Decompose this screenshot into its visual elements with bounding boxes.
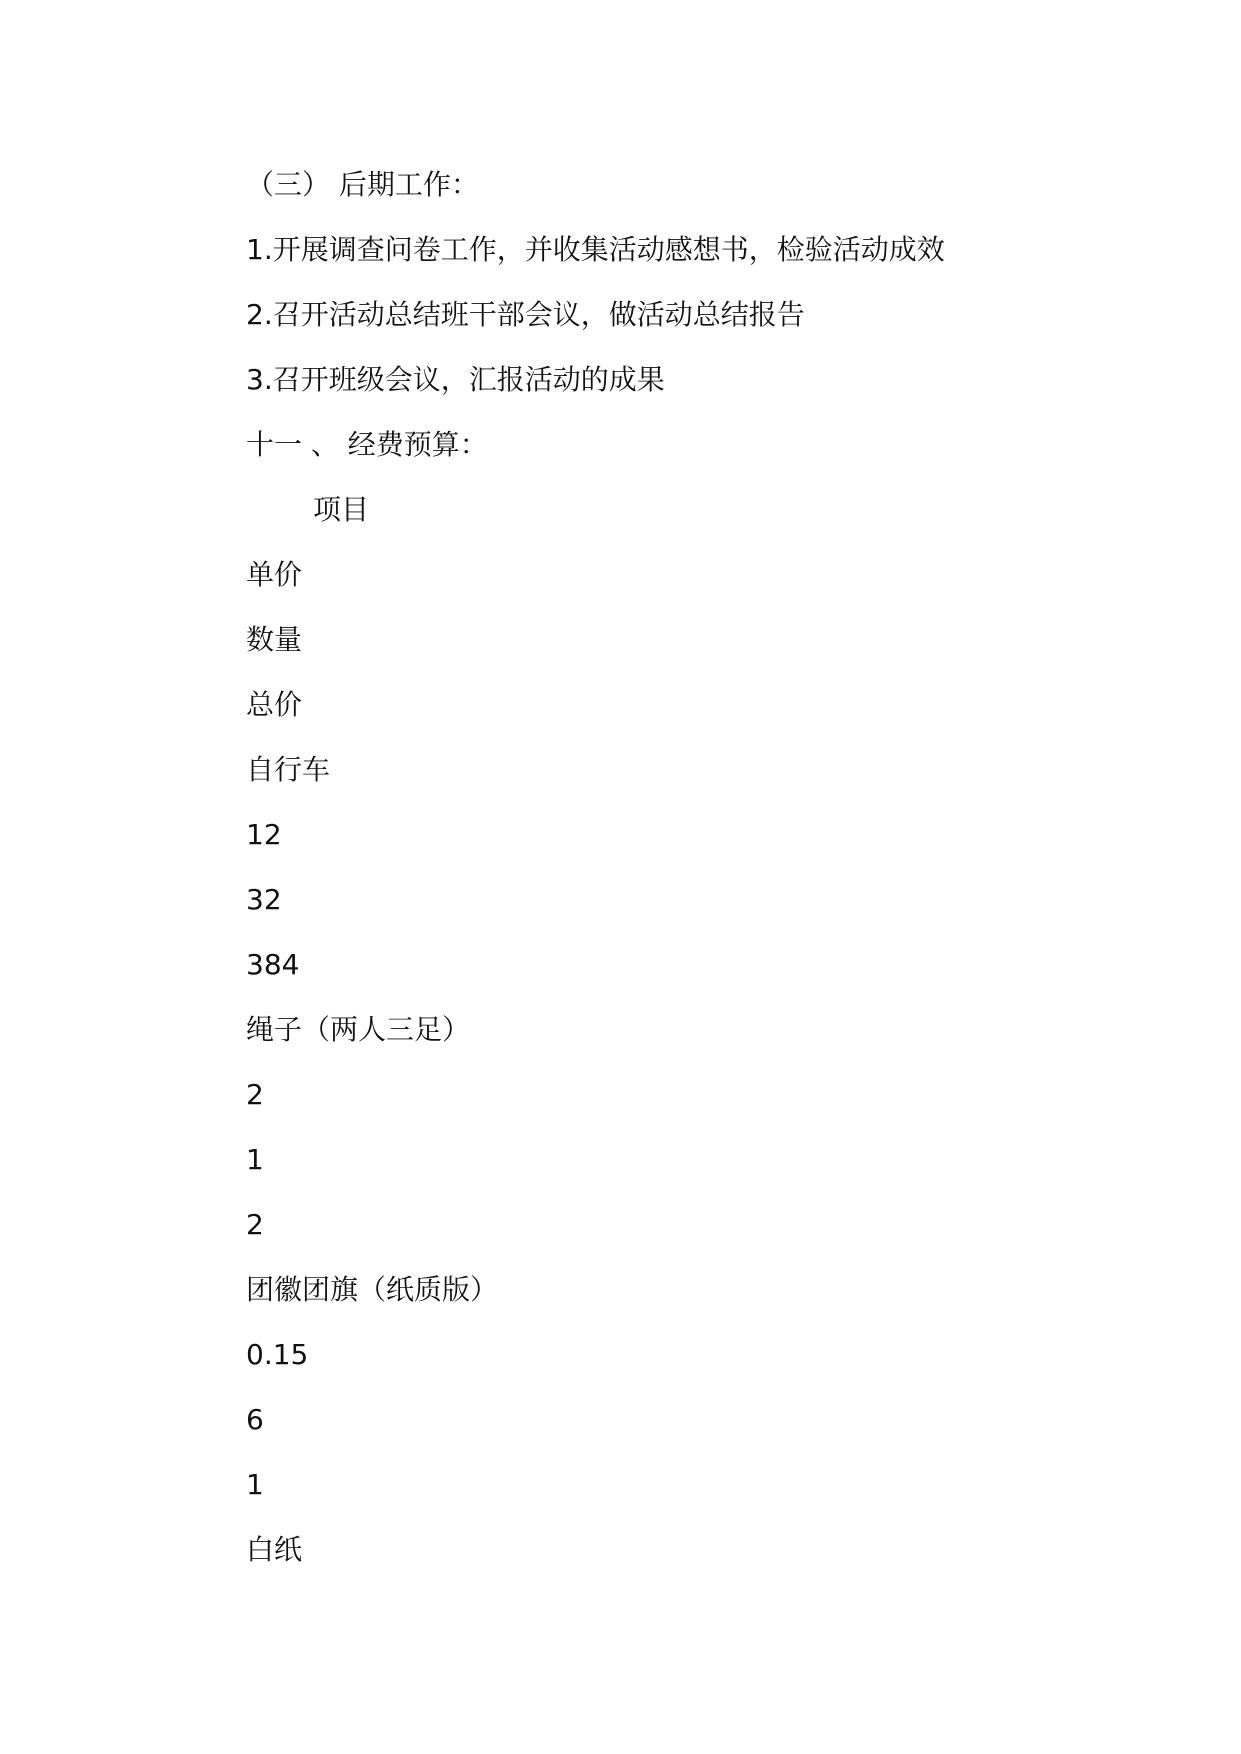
table-cell-name: 自行车 <box>246 753 331 786</box>
table-cell-unit-price: 2 <box>246 1078 264 1111</box>
table-cell-name: 白纸 <box>246 1533 303 1566</box>
budget-heading: 十一 、 经费预算： <box>246 428 488 461</box>
table-cell-quantity: 32 <box>246 883 282 916</box>
table-cell-unit-price: 12 <box>246 818 282 851</box>
table-header-quantity: 数量 <box>246 623 303 656</box>
table-header-total: 总价 <box>246 688 303 721</box>
table-cell-total: 1 <box>246 1468 264 1501</box>
table-header-item: 项目 <box>313 493 370 526</box>
section-heading: （三） 后期工作： <box>246 168 479 201</box>
table-cell-total: 384 <box>246 948 300 981</box>
table-cell-quantity: 1 <box>246 1143 264 1176</box>
table-cell-unit-price: 0.15 <box>246 1338 309 1371</box>
list-item: 3.召开班级会议，汇报活动的成果 <box>246 363 665 396</box>
list-item: 2.召开活动总结班干部会议，做活动总结报告 <box>246 298 805 331</box>
table-header-unit-price: 单价 <box>246 558 303 591</box>
table-cell-name: 团徽团旗（纸质版） <box>246 1273 499 1306</box>
list-item: 1.开展调查问卷工作，并收集活动感想书，检验活动成效 <box>246 233 945 266</box>
table-cell-name: 绳子（两人三足） <box>246 1013 471 1046</box>
table-cell-quantity: 6 <box>246 1403 264 1436</box>
table-cell-total: 2 <box>246 1208 264 1241</box>
